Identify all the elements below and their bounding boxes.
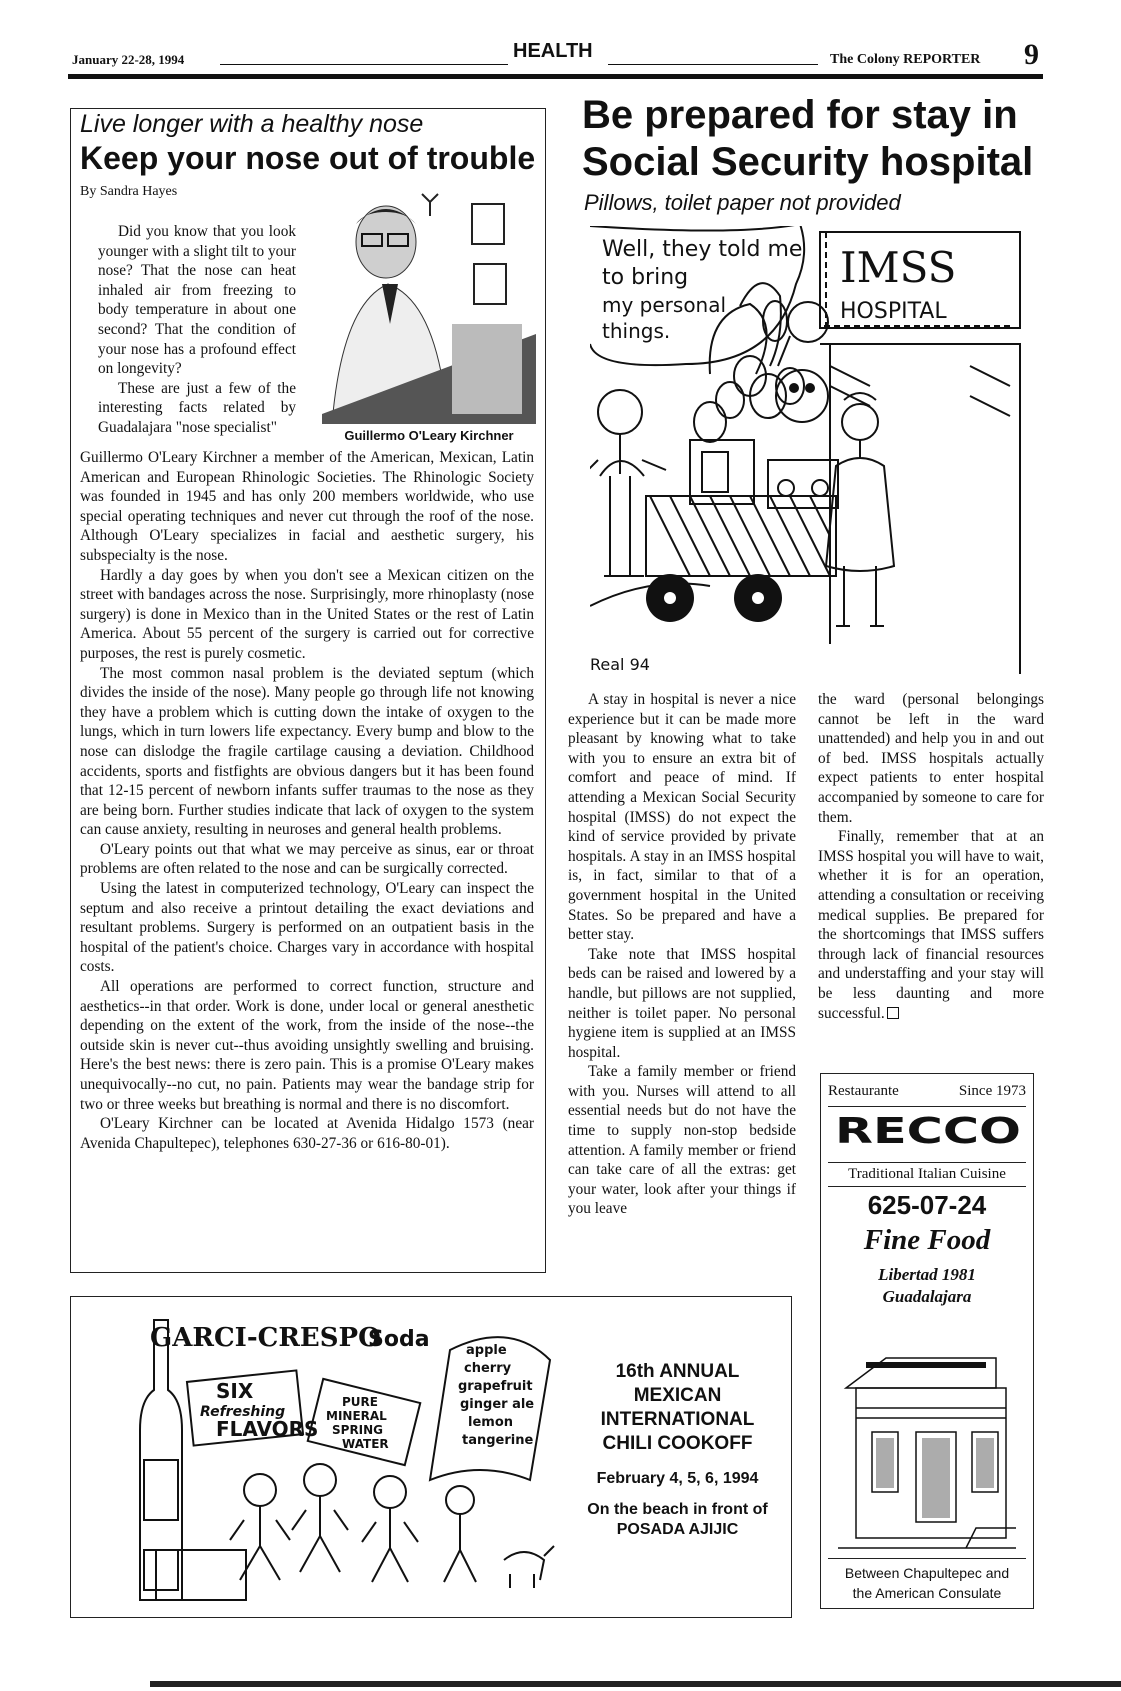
restaurant-cuisine: Traditional Italian Cuisine	[828, 1162, 1026, 1187]
restaurant-slogan: Fine Food	[863, 1224, 991, 1256]
garci-crespo-soda-art	[120, 1310, 560, 1610]
hospital-paragraph: Take a family member or friend with you. Nurses will attend to all essential needs but do not have the time to supply non-stop bedside attention. A family member or friend can take care of all the extras: get your water, look after your things if you leave	[568, 1063, 796, 1218]
chili-cookoff-location	[575, 1500, 780, 1540]
flavors-tag-line: Refreshing	[200, 1404, 286, 1420]
nose-article-body	[80, 448, 534, 1153]
restaurant-since: Since 1973	[958, 1083, 1026, 1099]
flavor-name: cherry	[464, 1361, 512, 1376]
cartoon-speech-line: things.	[602, 319, 671, 343]
page-number: 9	[1024, 38, 1039, 71]
chili-cookoff-title	[575, 1360, 780, 1456]
nose-intro-paragraph: Did you know that you look younger with a slight tilt to your nose? That the nose can heat inhaled air from freezing to body temperature in about one second? That the condition of your nose has a profound effect on longevity?	[98, 223, 296, 378]
address-line: Libertad 1981	[878, 1265, 976, 1284]
location-line: Between Chapultepec and	[844, 1565, 1010, 1581]
water-tag-line: SPRING	[332, 1423, 384, 1437]
restaurant-logo	[830, 1113, 1026, 1147]
hospital-paragraph: A stay in hospital is never a nice experience but it can be made more pleasant by knowing what to take with you to ensure an extra bit of comfort and peace of mind. If attending a Mexican Social Security hospital (IMSS) do not expect the kind of service provided by private hospitals. A stay in an IMSS hospital is, in fact, similar to that of a government hospital in the United States. So be prepared and have a better stay.	[568, 691, 796, 944]
restaurant-name: RECCO	[835, 1113, 1021, 1147]
flavor-name: lemon	[468, 1415, 514, 1430]
chili-title-line: 16th ANNUAL	[615, 1361, 740, 1382]
nose-article-kicker: Live longer with a healthy nose	[80, 110, 424, 138]
nose-body-paragraph: Guillermo O'Leary Kirchner a member of the American, Mexican, Latin American and European Rhinologic Societies. The Rhinologic Society was founded in 1945 and has only 200 members worldwide, who use special operating techniques and never cut through the roof of the nose. Although O'Leary specializes in facial and aesthetic surgery, his subspecialty is the nose.	[80, 449, 534, 564]
cartoon-speech-line: to bring	[602, 265, 689, 290]
restaurant-tagline	[828, 1083, 1026, 1107]
cartoon-sign-imss: IMSS	[840, 243, 957, 292]
flavors-tag-line: SIX	[216, 1379, 254, 1403]
header-thick-rule	[68, 74, 1043, 79]
water-tag-line: PURE	[342, 1395, 378, 1409]
nose-article-byline: By Sandra Hayes	[80, 184, 178, 199]
flavor-name: grapefruit	[458, 1379, 533, 1394]
header-date: January 22-28, 1994	[72, 52, 185, 67]
hospital-article-deck: Pillows, toilet paper not provided	[584, 190, 901, 215]
nose-body-paragraph: Using the latest in computerized technology, O'Leary can inspect the septum and also receive a printout detailing the exact deviations and resultant problems. Surgery is performed on an outpatient basis in the hospital of the patient's choice. Charges vary in accordance with hospital costs.	[80, 880, 534, 976]
restaurant-location	[828, 1558, 1026, 1603]
nose-intro-paragraph: These are just a few of the interesting facts related by Guadalajara "nose specialist"	[98, 379, 296, 436]
photo-caption: Guillermo O'Leary Kirchner	[344, 428, 514, 443]
address-line: Guadalajara	[882, 1287, 972, 1306]
chili-title-line: CHILI COOKOFF	[602, 1433, 753, 1454]
restaurant-label: Restaurante	[828, 1083, 899, 1099]
restaurant-address	[828, 1264, 1026, 1308]
nose-body-paragraph: O'Leary points out that what we may perceive as sinus, ear or throat problems are often related to the nose and can be surgically corrected.	[80, 840, 534, 878]
hospital-final-text: Finally, remember that at an IMSS hospital you will have to wait, whether it is for an operation, attending a consultation or receiving medical supplies. Be prepared for the shortcomings that IMSS suffers through lack of financial resources and understaffing and your stay will be less daunting and more successful.	[818, 828, 1044, 1022]
hospital-paragraph: Take note that IMSS hospital beds can be raised and lowered by a handle, but pillows are not supplied, neither is toilet paper. No personal hygiene item is supplied at an IMSS hospital.	[568, 945, 796, 1061]
cartoon-sign-hospital: HOSPITAL	[840, 299, 947, 324]
nose-body-paragraph: All operations are performed to correct function, structure and aesthetics--in that order. Work is done, under local or general anesthetic depending on the extent of the work, from the inside of the nose--the outside skin is never cut--thus avoiding unsightly swelling and bruising. Here's the best news: there is zero pain. This is a promise O'Leary makes unequivocally--no cut, no pain. Patients may wear the bandage strip for two or three weeks but breathing is normal and there is no discomfort.	[80, 978, 534, 1113]
soda-brand-suffix: Soda	[368, 1327, 430, 1352]
hospital-article-column-2	[818, 690, 1044, 1023]
chili-title-line: INTERNATIONAL	[600, 1409, 755, 1430]
nose-article-intro	[98, 222, 296, 438]
nose-article-headline: Keep your nose out of trouble	[80, 140, 536, 176]
section-title: HEALTH	[513, 40, 593, 62]
page-bottom-rule	[150, 1681, 1121, 1687]
flavors-tag-line: FLAVORS	[216, 1417, 319, 1441]
nose-body-paragraph: O'Leary Kirchner can be located at Avenida Hidalgo 1573 (near Avenida Chapultepec), telephones 630-27-36 or 616-80-01).	[80, 1115, 534, 1152]
location-line: the American Consulate	[852, 1585, 1002, 1601]
hospital-cartoon	[590, 226, 1028, 678]
hospital-paragraph	[818, 827, 1044, 1023]
cartoon-speech-line: Well, they told me	[602, 237, 803, 262]
water-tag-line: MINERAL	[326, 1409, 387, 1423]
chili-location-line: On the beach in front of	[587, 1501, 768, 1518]
cartoon-signature: Real 94	[590, 655, 650, 674]
nose-body-paragraph: Hardly a day goes by when you don't see a Mexican citizen on the street with bandages across the nose. Surprisingly, more rhinoplasty (nose surgery) is done in Mexico than in the United States or the rest of Latin America. About 55 percent of the surgery is carried out for corrective purposes, the rest is purely cosmetic.	[80, 566, 534, 662]
water-tag-line: WATER	[342, 1437, 389, 1451]
cartoon-speech-line: my personal	[602, 293, 727, 317]
flavor-name: ginger ale	[460, 1397, 535, 1412]
chili-location-line: POSADA AJIJIC	[616, 1521, 739, 1538]
hospital-article-headline: Be prepared for stay in Social Security hospital	[582, 93, 1034, 184]
restaurant-building-illustration	[836, 1348, 1018, 1550]
header-rule-left	[220, 64, 508, 65]
soda-brand: GARCI-CRESPO	[150, 1323, 381, 1353]
doctor-photo	[322, 184, 536, 424]
restaurant-phone: 625-07-24	[867, 1190, 987, 1220]
nose-body-paragraph: The most common nasal problem is the deviated septum (which divides the inside of the nose). Many people go through life not knowing they have a problem which is cutting down the intake of oxygen to the lungs, which in turn lowers life expectancy. Every bump and blow to the nose can dislodge the fragile cartilage causing a deviation. Childhood accidents, sports and fistfights are obvious dangers but it has been found that 12-15 percent of newborn infants suffer traumas to the nose as they are being born. Further studies indicate that lack of oxygen to the system can cause anxiety, resulting in neuroses and general health problems.	[80, 664, 534, 839]
hospital-article-column-1	[568, 690, 796, 1219]
header-rule-right	[608, 64, 818, 65]
chili-title-line: MEXICAN	[633, 1385, 722, 1406]
chili-cookoff-dates: February 4, 5, 6, 1994	[596, 1470, 759, 1487]
flavor-name: tangerine	[462, 1433, 534, 1448]
flavor-name: apple	[466, 1343, 507, 1358]
end-of-story-mark	[887, 1007, 899, 1019]
hospital-paragraph: the ward (personal belongings cannot be left in the ward unattended) and help you in and out of bed. IMSS hospitals actually expect patients to enter hospital accompanied by someone to care for them.	[818, 691, 1044, 826]
newspaper-name: The Colony REPORTER	[830, 52, 981, 67]
chili-cookoff-text	[575, 1360, 780, 1540]
